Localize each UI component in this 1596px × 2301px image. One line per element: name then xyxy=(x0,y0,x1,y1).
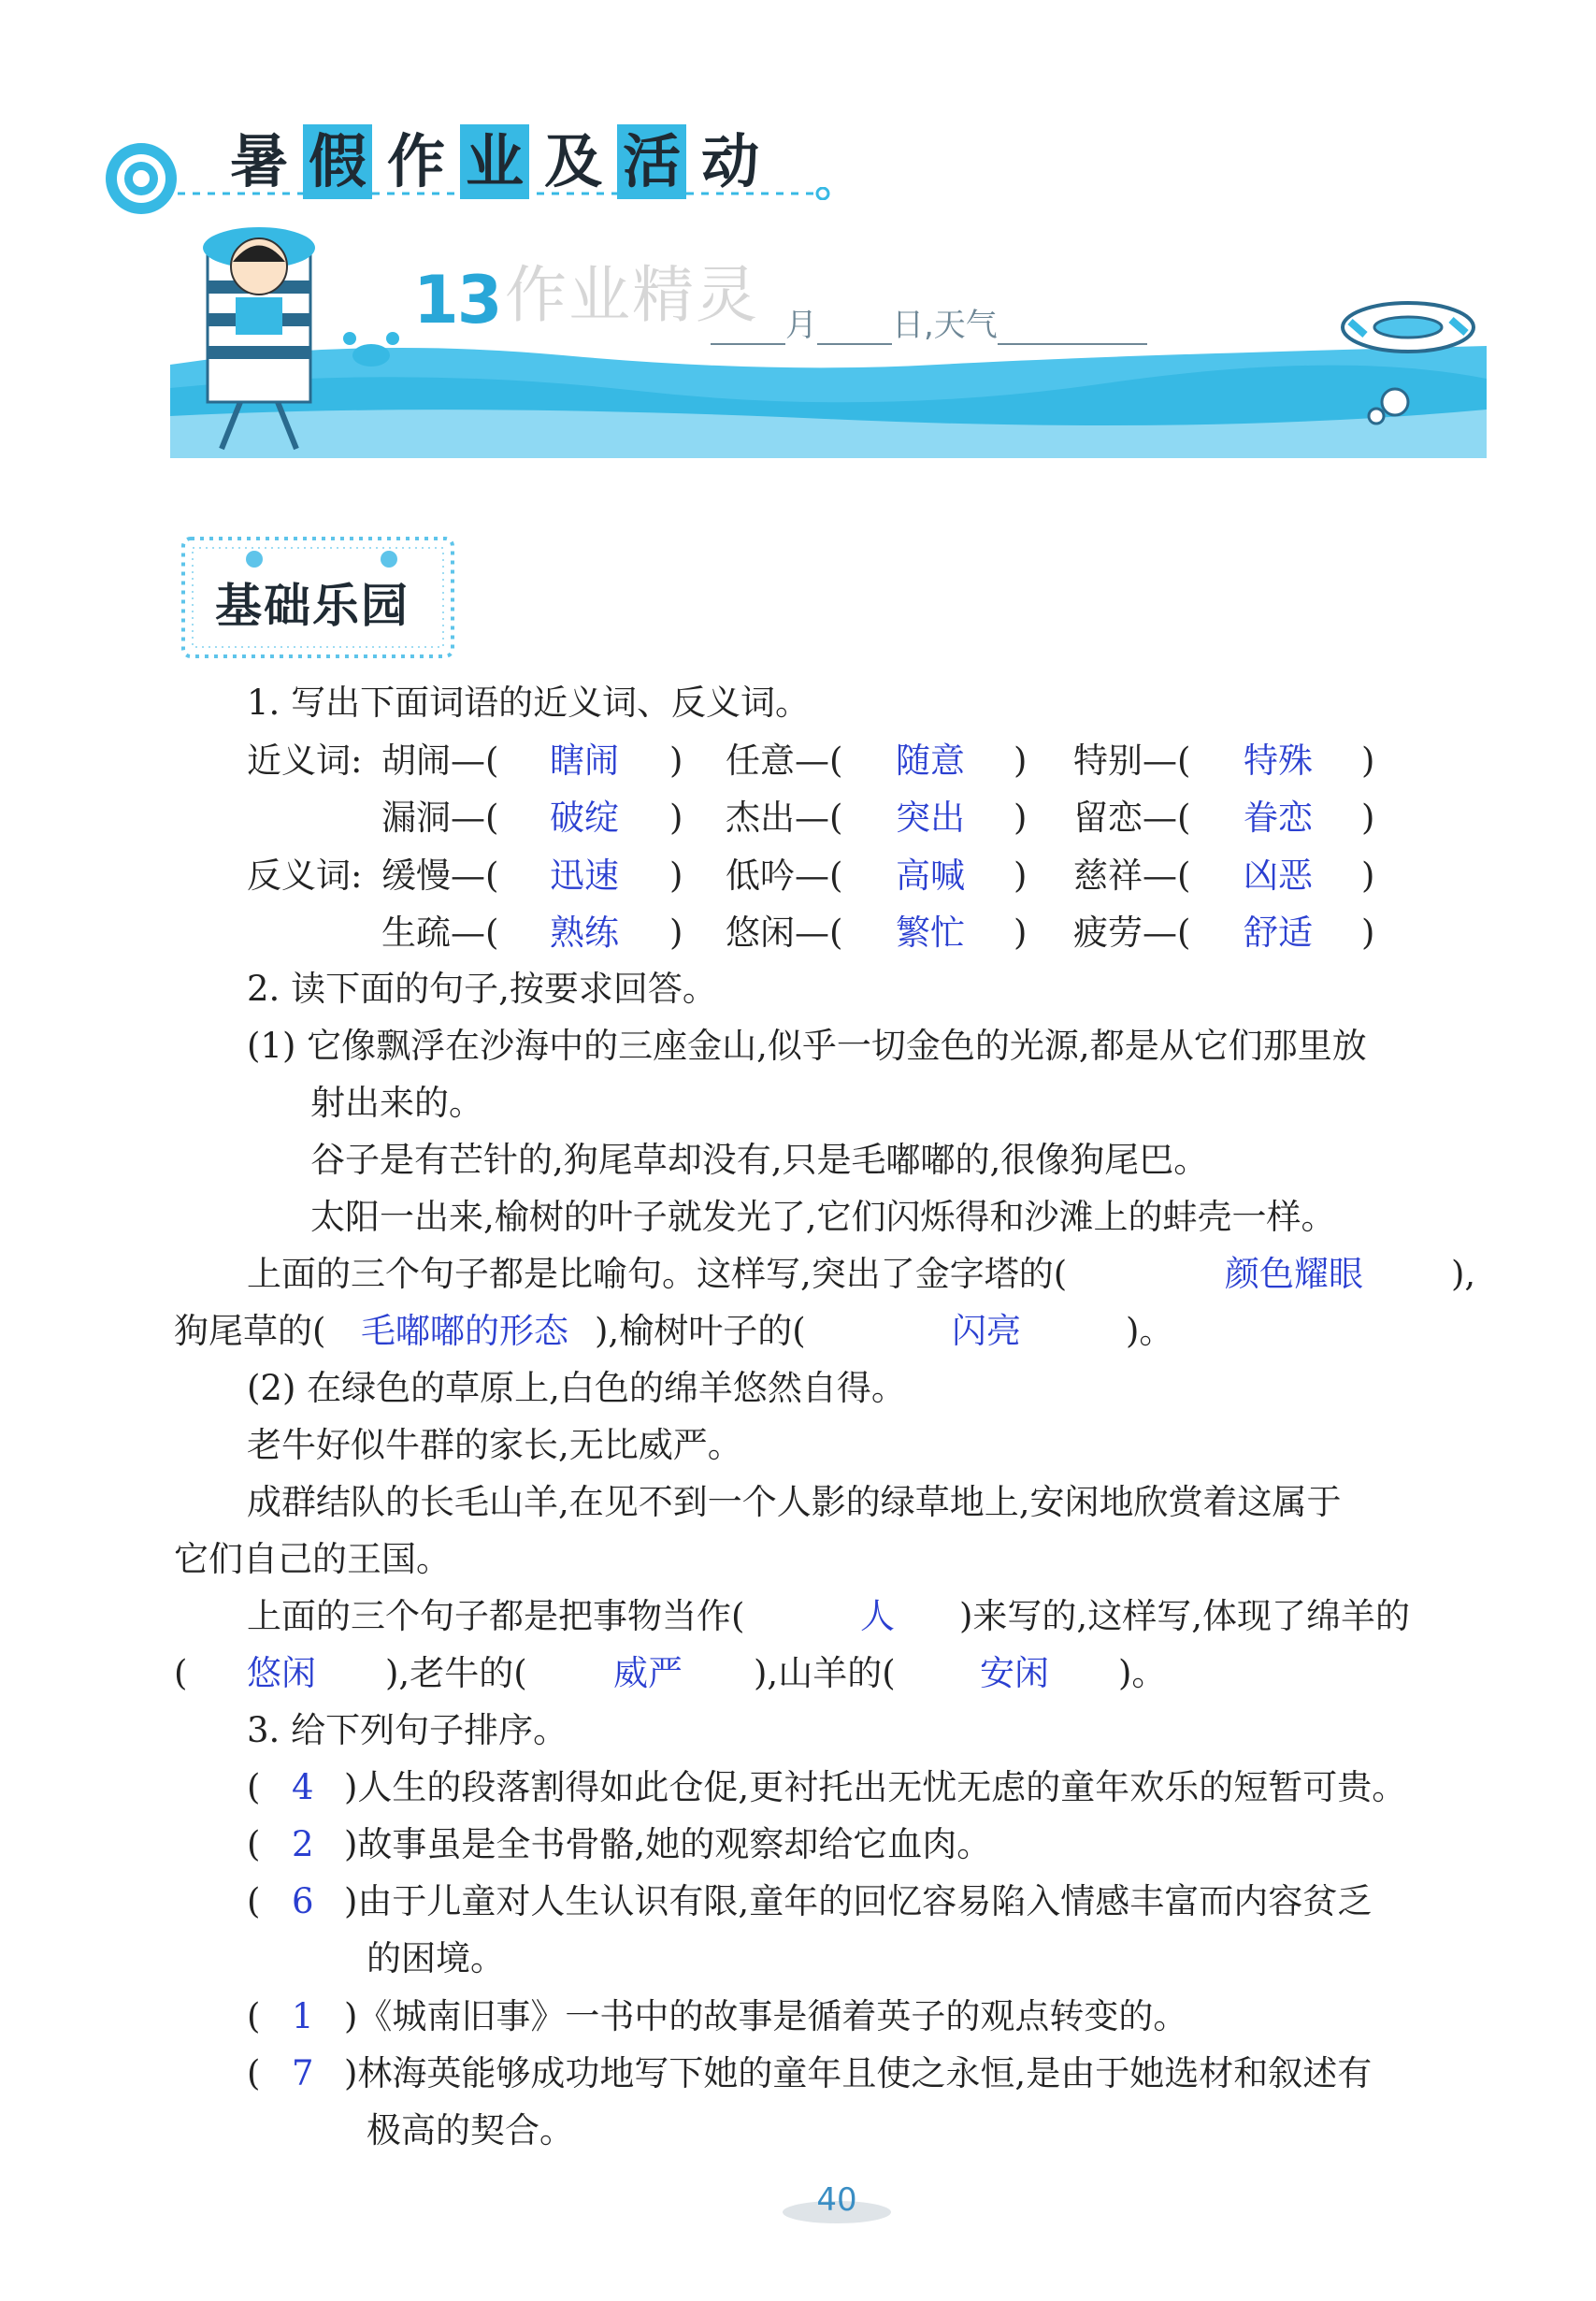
q1-answer: 迅速 xyxy=(550,856,619,896)
q1-word: 低吟—( xyxy=(726,856,843,896)
q3-open-paren: ( xyxy=(247,1824,261,1864)
q1-answer: 特殊 xyxy=(1244,741,1313,781)
q1-answer: 突出 xyxy=(896,798,965,838)
day-weather-label: 日,天气 xyxy=(892,307,998,344)
q1-word: 生疏—( xyxy=(381,913,499,953)
q2-p2-answer4: 安闲 xyxy=(980,1653,1049,1693)
q2-p1-answer1: 颜色耀眼 xyxy=(1225,1254,1363,1294)
series-title-char: 暑 xyxy=(230,127,289,195)
q1-close-paren: ) xyxy=(669,856,683,896)
series-title-char: 作 xyxy=(387,127,446,195)
section-title: 基础乐园 xyxy=(215,579,410,633)
q2-p2-line1: (2) 在绿色的草原上,白色的绵羊悠然自得。 xyxy=(247,1368,906,1408)
q1-word: 慈祥—( xyxy=(1073,856,1191,896)
q1-word: 任意—( xyxy=(726,741,843,781)
q3-sentence: )故事虽是全书骨骼,她的观察却给它血肉。 xyxy=(344,1824,992,1864)
q3-open-paren: ( xyxy=(247,1996,261,2036)
q1-answer: 瞎闹 xyxy=(550,741,619,781)
q1-close-paren: ) xyxy=(1014,856,1028,896)
q1-close-paren: ) xyxy=(1361,741,1375,781)
q1-word: 悠闲—( xyxy=(726,913,843,953)
q2-p2-question-c: ( xyxy=(174,1653,188,1693)
q1-answer: 随意 xyxy=(896,741,965,781)
q1-close-paren: ) xyxy=(1014,741,1028,781)
q3-order-number: 2 xyxy=(292,1824,314,1864)
q2-p1-question-e: )。 xyxy=(1126,1311,1174,1351)
q3-sentence: )由于儿童对人生认识有限,童年的回忆容易陷入情感丰富而内容贫乏 xyxy=(344,1881,1373,1921)
q2-p2-answer1: 人 xyxy=(860,1596,895,1636)
q3-prompt: 3. 给下列句子排序。 xyxy=(247,1710,568,1750)
q1-word: 特别—( xyxy=(1073,741,1191,781)
q3-sentence-continued: 极高的契合。 xyxy=(367,2110,574,2150)
q2-p2-answer2: 悠闲 xyxy=(247,1653,316,1693)
q1-word: 留恋—( xyxy=(1073,798,1191,838)
q1-word: 胡闹—( xyxy=(381,741,499,781)
q2-p2-line4: 它们自己的王国。 xyxy=(174,1539,451,1579)
q3-open-paren: ( xyxy=(247,1881,261,1921)
q1-close-paren: ) xyxy=(669,798,683,838)
q1-close-paren: ) xyxy=(1014,913,1028,953)
q2-p2-question-a: 上面的三个句子都是把事物当作( xyxy=(247,1596,745,1636)
series-title-char: 假 xyxy=(303,124,372,199)
series-title-char: 活 xyxy=(617,124,686,199)
q2-p2-question-f: )。 xyxy=(1118,1653,1167,1693)
life-ring-icon xyxy=(1343,303,1474,352)
q1-close-paren: ) xyxy=(1014,798,1028,838)
q3-open-paren: ( xyxy=(247,2053,261,2093)
q1-word: 疲劳—( xyxy=(1073,913,1191,953)
q2-p1-line3: 谷子是有芒针的,狗尾草却没有,只是毛嘟嘟的,很像狗尾巴。 xyxy=(310,1140,1209,1180)
q1-close-paren: ) xyxy=(1361,798,1375,838)
q2-p2-question-e: ),山羊的( xyxy=(754,1653,896,1693)
date-weather-line xyxy=(711,299,1147,345)
q2-p2-line2: 老牛好似牛群的家长,无比威严。 xyxy=(247,1425,742,1465)
q1-answer: 繁忙 xyxy=(896,913,965,953)
series-logo-icon xyxy=(103,140,180,217)
q2-p1-line1: (1) 它像飘浮在沙海中的三座金山,似乎一切金色的光源,都是从它们那里放 xyxy=(247,1026,1367,1066)
q2-prompt: 2. 读下面的句子,按要求回答。 xyxy=(247,969,717,1009)
q1-answer: 熟练 xyxy=(550,913,619,953)
q2-p1-question-d: ),榆树叶子的( xyxy=(595,1311,806,1351)
q2-p2-answer3: 威严 xyxy=(613,1653,683,1693)
q2-p1-line4: 太阳一出来,榆树的叶子就发光了,它们闪烁得和沙滩上的蚌壳一样。 xyxy=(310,1197,1336,1237)
page-number: 40 xyxy=(816,2181,857,2219)
q1-word: 杰出—( xyxy=(726,798,843,838)
q2-p1-line2: 射出来的。 xyxy=(310,1083,483,1123)
q1-close-paren: ) xyxy=(1361,856,1375,896)
unit-number: 13 xyxy=(413,262,501,338)
q1-prompt: 1. 写出下面词语的近义词、反义词。 xyxy=(247,683,811,723)
q1-word: 漏洞—( xyxy=(381,798,499,838)
q1-answer: 舒适 xyxy=(1244,913,1313,953)
q3-order-number: 1 xyxy=(292,1996,314,2036)
series-title-char: 业 xyxy=(460,124,529,199)
series-title-char: 及 xyxy=(544,127,603,195)
q2-p1-question-b: ), xyxy=(1451,1254,1476,1294)
q3-open-paren: ( xyxy=(247,1767,261,1807)
q2-p1-answer3: 闪亮 xyxy=(952,1311,1021,1351)
q1-synonym-label: 近义词: xyxy=(247,741,363,781)
q1-word: 缓慢—( xyxy=(381,856,499,896)
q3-sentence: )人生的段落割得如此仓促,更衬托出无忧无虑的童年欢乐的短暂可贵。 xyxy=(344,1767,1407,1807)
watermark: 作业精灵 xyxy=(505,259,759,331)
q2-p1-question-c: 狗尾草的( xyxy=(174,1311,326,1351)
q1-close-paren: ) xyxy=(1361,913,1375,953)
q3-order-number: 4 xyxy=(292,1767,314,1807)
q3-order-number: 6 xyxy=(292,1881,314,1921)
q1-antonym-label: 反义词: xyxy=(247,856,363,896)
q2-p2-line3: 成群结队的长毛山羊,在见不到一个人影的绿草地上,安闲地欣赏着这属于 xyxy=(247,1482,1342,1522)
q1-answer: 破绽 xyxy=(550,798,619,838)
q3-sentence: )《城南旧事》一书中的故事是循着英子的观点转变的。 xyxy=(344,1996,1188,2036)
q1-close-paren: ) xyxy=(669,741,683,781)
q1-answer: 凶恶 xyxy=(1244,856,1313,896)
q3-order-number: 7 xyxy=(292,2053,314,2093)
series-title-char: 动 xyxy=(701,127,760,195)
q1-answer: 眷恋 xyxy=(1244,798,1313,838)
q2-p1-answer2: 毛嘟嘟的形态 xyxy=(361,1311,568,1351)
header-dotted-line xyxy=(178,187,832,200)
q1-close-paren: ) xyxy=(669,913,683,953)
q1-answer: 高喊 xyxy=(896,856,965,896)
month-label: 月 xyxy=(785,307,817,344)
q2-p1-question-a: 上面的三个句子都是比喻句。这样写,突出了金字塔的( xyxy=(247,1254,1068,1294)
q2-p2-question-d: ),老牛的( xyxy=(385,1653,527,1693)
q2-p2-question-b: )来写的,这样写,体现了绵羊的 xyxy=(959,1596,1410,1636)
q3-sentence-continued: 的困境。 xyxy=(367,1938,505,1978)
q3-sentence: )林海英能够成功地写下她的童年且使之永恒,是由于她选材和叙述有 xyxy=(344,2053,1373,2093)
